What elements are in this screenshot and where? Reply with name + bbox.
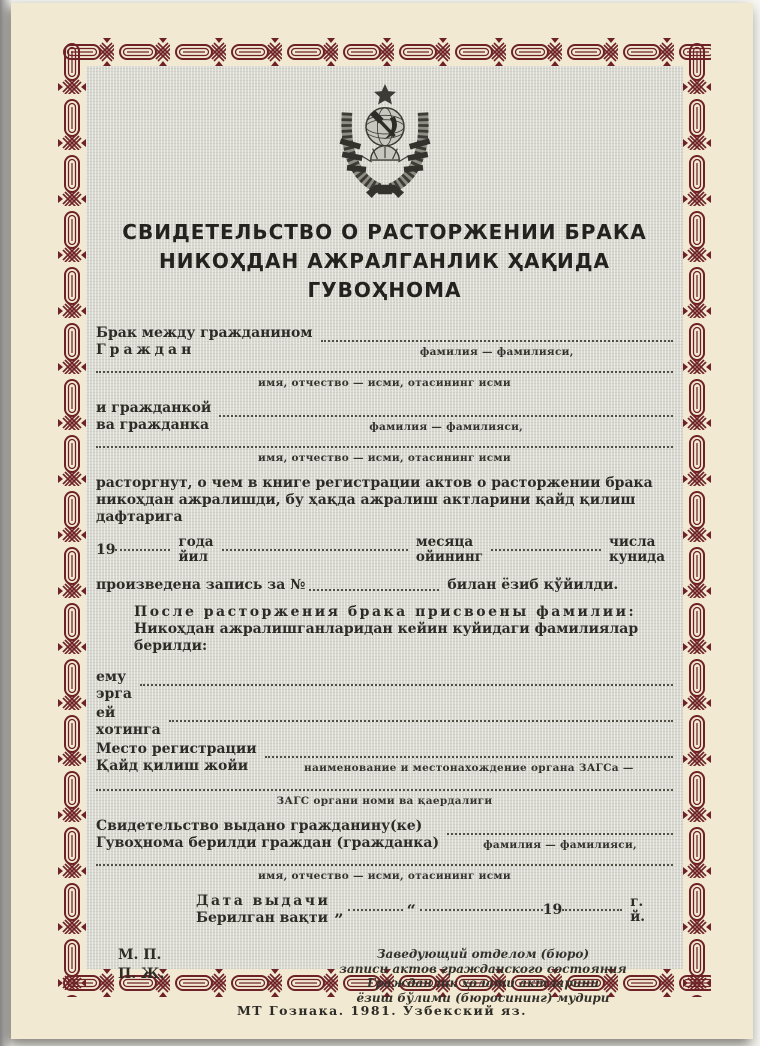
certificate-page <box>11 3 753 1039</box>
signature-line-2: записи актов гражданского состояния <box>339 961 627 976</box>
signature-line-1: Заведующий отделом (бюро) <box>376 947 590 961</box>
dissolved-paragraph <box>96 475 673 526</box>
wife-name-field <box>96 446 673 448</box>
title-russian: СВИДЕТЕЛЬСТВО О РАСТОРЖЕНИИ БРАКА <box>122 220 647 244</box>
husband-name-field <box>96 371 673 373</box>
husband-name-row <box>96 371 673 392</box>
border-ornament-left <box>58 38 86 997</box>
quote-open: „ <box>334 900 344 920</box>
signature-line-3: Гражданлик ҳолати актларини <box>367 976 599 990</box>
record-uz: билан ёзиб қўйилди. <box>447 577 619 593</box>
label-month-uz: ойининг <box>415 549 483 565</box>
seal-mark-uz: П. Ж. <box>118 966 165 982</box>
label-month-ru: месяца <box>415 534 474 550</box>
wife-new-surname-field <box>169 705 673 722</box>
zags-field <box>96 789 673 791</box>
certificate-form <box>96 325 673 1005</box>
husband-surname-field <box>321 325 673 342</box>
after-ru: После расторжения брака присвоены фамилии: <box>134 604 637 620</box>
zags-row <box>96 789 673 810</box>
after-divorce-block <box>134 604 673 655</box>
border-ornament-right <box>683 38 711 997</box>
label-day-uz: кунида <box>608 549 665 565</box>
title-uzbek: НИКОҲДАН АЖРАЛГАНЛИК ҲАҚИДА ГУВОҲНОМА <box>159 249 610 302</box>
label-issued-ru: Свидетельство выдано гражданину(ке) <box>96 818 423 834</box>
label-him-ru: ему <box>96 669 127 685</box>
label-and-citizeness-ru: и гражданкой <box>96 400 212 416</box>
label-her-ru: ей <box>96 705 116 721</box>
label-year-uz: йил <box>178 549 209 565</box>
dissolved-uz: никоҳдан ажралишди, бу ҳақда ажралиш актларини қайд қилиш дафтарига <box>96 492 636 525</box>
label-issue-date-uz: Берилган вақти <box>196 910 328 926</box>
imprint: МТ Гознака. 1981. Узбекский яз. <box>236 1003 528 1018</box>
label-issued-uz: Гувоҳнома берилди граждан (гражданка) <box>96 835 440 851</box>
record-ru: произведена запись за № <box>96 577 306 593</box>
label-day-ru: числа <box>608 534 656 550</box>
zags-caption-uz: ЗАГС органи номи ва қаердалиги <box>276 795 493 807</box>
issue-year-field <box>562 909 622 911</box>
certificate-inner-panel <box>86 66 683 1005</box>
name-caption: имя, отчество — исми, отасининг исми <box>258 377 511 389</box>
issue-day-field <box>348 909 403 911</box>
husband-new-surname-row <box>96 669 673 703</box>
wife-surname-row <box>96 400 673 436</box>
label-her-uz: хотинга <box>96 722 161 738</box>
label-issue-date-ru: Дата выдачи <box>196 893 331 909</box>
registration-place-field <box>265 741 673 758</box>
surname-caption-2: фамилия — фамилияси, <box>369 421 524 433</box>
surname-caption: фамилия — фамилияси, <box>419 346 574 358</box>
issue-year-19: 19 <box>542 901 563 918</box>
label-year-ru: года <box>178 534 214 550</box>
issued-name-field <box>96 864 673 866</box>
seal-signature-row <box>96 947 673 1005</box>
year-field <box>115 549 170 551</box>
label-place-ru: Место регистрации <box>96 741 257 757</box>
dissolved-ru: расторгнут, о чем в книге регистрации актов о расторжении брака <box>96 475 653 491</box>
wife-new-surname-row <box>96 705 673 739</box>
ussr-state-emblem-icon <box>96 82 673 204</box>
name-caption-3: имя, отчество — исми, отасининг исми <box>258 870 511 882</box>
issued-to-row <box>96 818 673 854</box>
after-uz: Никоҳдан ажралишганларидан кейин куйидаги фамилиялар берилди: <box>134 621 639 654</box>
label-place-uz: Қайд қилиш жойи <box>96 758 249 774</box>
record-number-row <box>96 577 673 594</box>
issue-date-row <box>196 893 653 927</box>
label-year-abbrev-ru: г. <box>630 894 644 910</box>
label-marriage-between-uz: Граждан <box>96 342 196 358</box>
signature-block <box>298 947 668 1005</box>
husband-surname-row <box>96 325 673 361</box>
name-caption-2: имя, отчество — исми, отасининг исми <box>258 452 511 464</box>
seal-mark-ru: М. П. <box>118 947 162 963</box>
surname-caption-3: фамилия — фамилияси, <box>483 839 638 851</box>
registration-date-row <box>96 535 673 565</box>
day-field <box>491 549 601 551</box>
label-and-citizeness-uz: ва гражданка <box>96 417 210 433</box>
husband-new-surname-field <box>140 669 673 686</box>
zags-caption-ru: наименование и местонахождение органа ЗАГСа — <box>304 762 634 774</box>
year-19: 19 <box>96 541 116 558</box>
signature-line-4: ёзиш бўлими (бюросининг) мудири <box>356 990 610 1005</box>
quote-close: “ <box>406 900 416 920</box>
month-field <box>222 549 408 551</box>
wife-name-row <box>96 446 673 467</box>
label-year-abbrev-uz: й. <box>630 909 645 925</box>
label-him-uz: эрга <box>96 686 132 702</box>
label-marriage-between-ru: Брак между гражданином <box>96 325 313 341</box>
issue-month-field <box>420 909 543 911</box>
issued-name-row <box>96 864 673 885</box>
registration-place-row <box>96 741 673 777</box>
wife-surname-field <box>219 400 673 417</box>
issued-surname-field <box>447 818 673 835</box>
border-ornament-top <box>58 38 711 66</box>
record-number-field <box>309 589 439 591</box>
